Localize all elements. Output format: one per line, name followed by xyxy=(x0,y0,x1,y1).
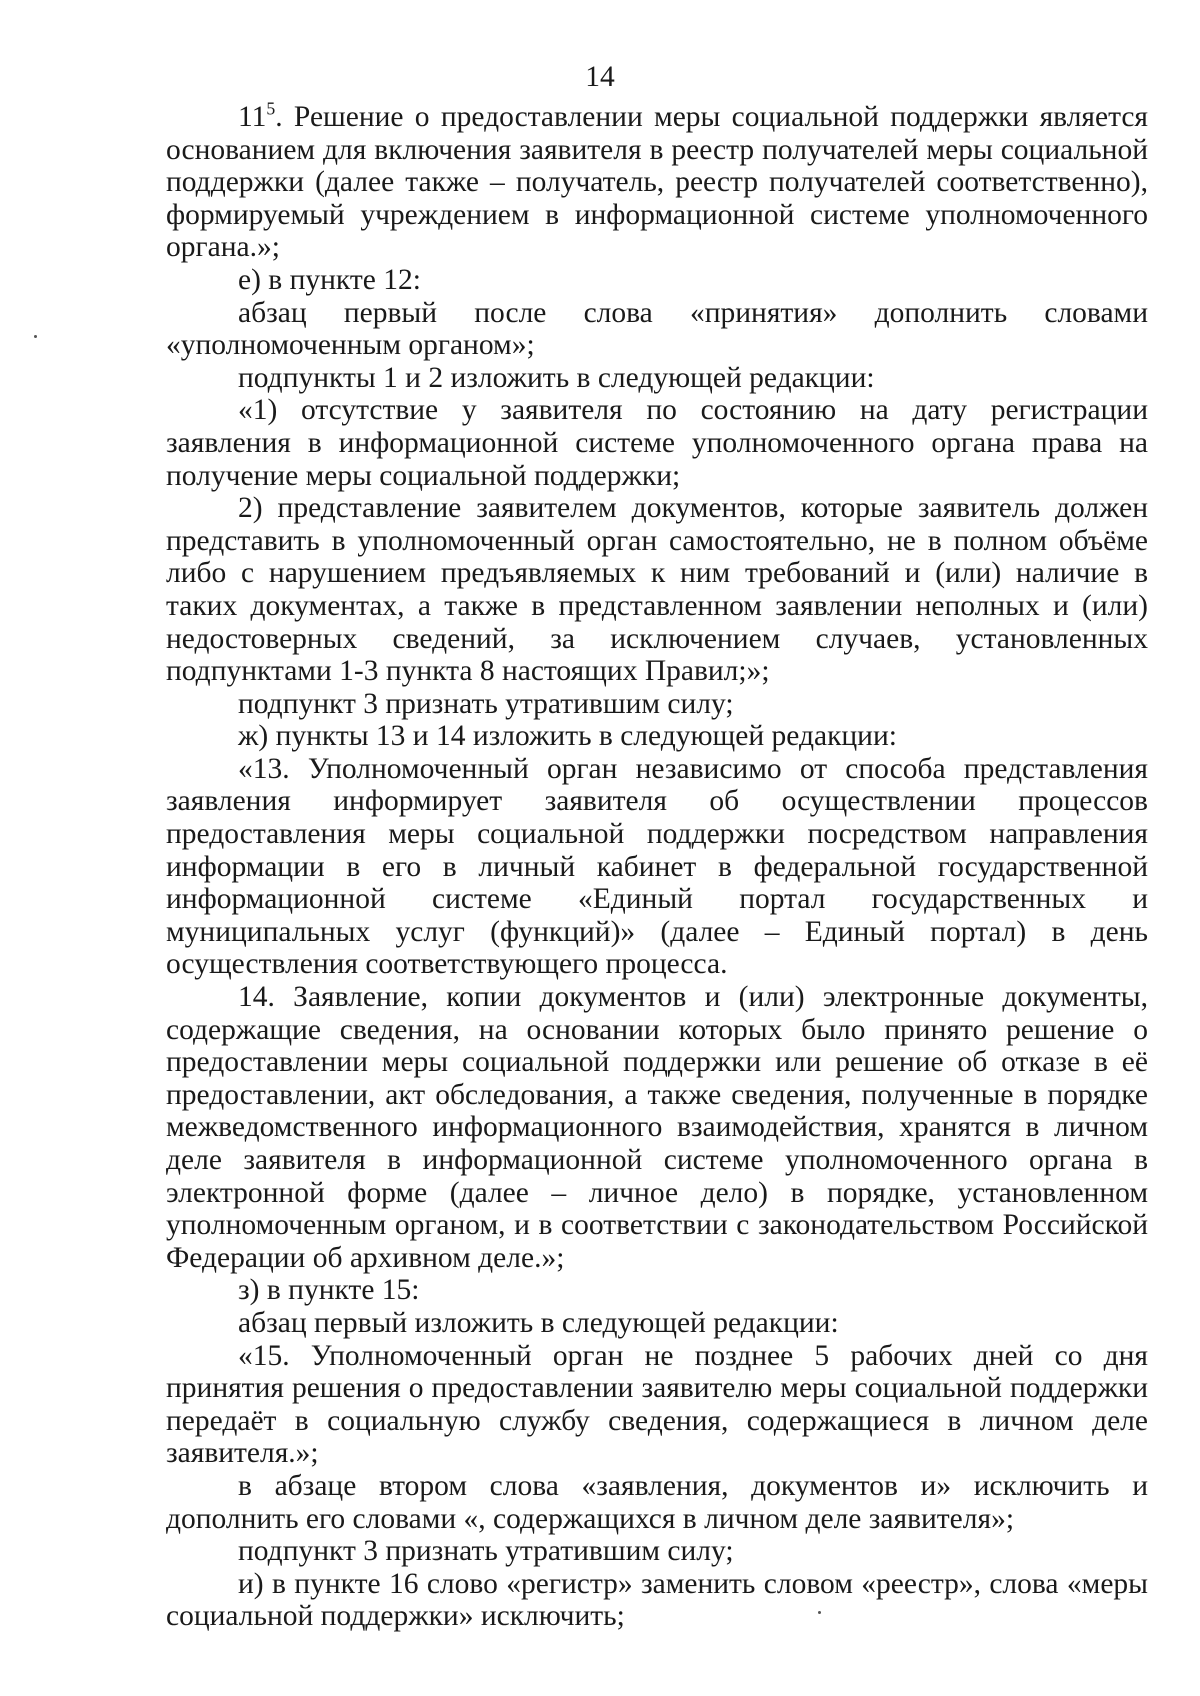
paragraph: «15. Уполномоченный орган не позднее 5 рабочих дней со дня принятия решения о предоставлении заявителю меры социальной поддержки передаёт в социальную службу сведения, содержащиеся в личном деле заявителя.»; xyxy=(166,1339,1148,1470)
paragraph: 2) представление заявителем документов, которые заявитель должен представить в уполномоченный орган самостоятельно, не в полном объёме либо с нарушением предъявляемых к ним требований и (или) наличие в таких документах, а также в представленном заявлении неполных и (или) недостоверных сведений, за исключением случаев, установленных подпунктами 1-3 пункта 8 настоящих Правил;»; xyxy=(166,492,1148,688)
paragraph: е) в пункте 12: xyxy=(238,263,421,296)
paragraph-11-5 xyxy=(166,98,1148,264)
item-number: 11 xyxy=(238,101,267,133)
paragraph: ж) пункты 13 и 14 изложить в следующей редакции: xyxy=(238,720,897,753)
document-body xyxy=(166,98,1148,1633)
paragraph: 14. Заявление, копии документов и (или) электронные документы, содержащие сведения, на основании которых было принято решение о предоставлении меры социальной поддержки или решение об отказе в её предоставлении, акт обследования, а также сведения, полученные в порядке межведомственного информационного взаимодействия, хранятся в личном деле заявителя в информационной системе уполномоченного органа в электронной форме (далее – личное дело) в порядке, установленном уполномоченным органом, и в соответствии с законодательством Российской Федерации об архивном деле.»; xyxy=(166,981,1148,1274)
paragraph-text: . Решение о предоставлении меры социальной поддержки является основанием для включения заявителя в реестр получателей меры социальной поддержки (далее также – получатель, реестр получателей соответственно), формируемый учреждением в информационной системе уполномоченного органа.»; xyxy=(166,101,1148,264)
scan-speck xyxy=(818,1611,821,1614)
scan-speck xyxy=(34,335,37,338)
paragraph: абзац первый изложить в следующей редакции: xyxy=(238,1306,839,1339)
paragraph: подпункт 3 признать утратившим силу; xyxy=(238,1535,734,1568)
paragraph: з) в пункте 15: xyxy=(238,1274,420,1307)
paragraph: подпункт 3 признать утратившим силу; xyxy=(238,687,734,720)
item-superscript: 5 xyxy=(266,98,276,119)
paragraph: «13. Уполномоченный орган независимо от способа представления заявления информирует заявителя об осуществлении процессов предоставления меры социальной поддержки посредством направления информации в его в личный кабинет в федеральной государственной информационной системе «Единый портал государственных и муниципальных услуг (функций)» (далее – Единый портал) в день осуществления соответствующего процесса. xyxy=(166,752,1148,981)
paragraph: подпункты 1 и 2 изложить в следующей редакции: xyxy=(238,361,875,394)
paragraph: абзац первый после слова «принятия» дополнить словами «уполномоченным органом»; xyxy=(166,296,1148,362)
paragraph: в абзаце втором слова «заявления, документов и» исключить и дополнить его словами «, содержащихся в личном деле заявителя»; xyxy=(166,1469,1148,1535)
paragraph: и) в пункте 16 слово «регистр» заменить словом «реестр», слова «меры социальной поддержки» исключить; xyxy=(166,1567,1148,1633)
paragraph: «1) отсутствие у заявителя по состоянию на дату регистрации заявления в информационной системе уполномоченного органа права на получение меры социальной поддержки; xyxy=(166,394,1148,492)
page-number: 14 xyxy=(585,61,615,93)
